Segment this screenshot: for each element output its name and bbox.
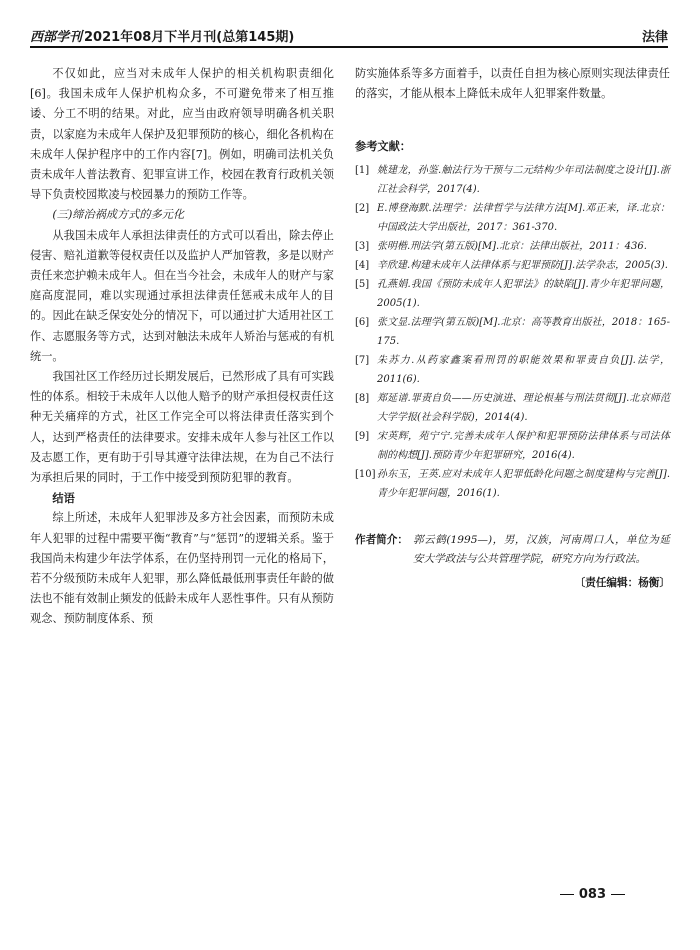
reference-number: [4] <box>355 259 370 271</box>
reference-text: 宋英辉，苑宁宁.完善未成年人保护和犯罪预防法律体系与司法体制的构想[J].预防青少年犯罪研究，2016(4). <box>377 430 670 461</box>
reference-text: 孙东玉，王英.应对未成年人犯罪低龄化问题之制度建构与完善[J].青少年犯罪问题，2016(1). <box>377 468 670 499</box>
reference-text: 朱苏力.从药家鑫案看刑罚的职能效果和罪责自负[J].法学，2011(6). <box>377 354 670 385</box>
reference-item <box>355 427 670 465</box>
running-header <box>30 26 668 48</box>
section-heading-conclusion: 结语 <box>52 491 75 506</box>
reference-number: [10] <box>355 468 376 480</box>
reference-text: 郑延谱.罪责自负——历史演进、理论根基与刑法贯彻[J].北京师范大学学报(社会科学版)，2014(4). <box>377 392 670 423</box>
author-bio-label: 作者简介： <box>355 533 408 546</box>
reference-number: [9] <box>355 430 370 442</box>
reference-list <box>355 161 670 503</box>
issue-info: 2021年08月下半月刊(总第145期) <box>84 30 295 45</box>
body-paragraph: 我国社区工作经历过长期发展后，已然形成了具有可实践性的体系。相较于未成年人以他人赔予的财产承担侵权责任这种无关痛痒的方式，社区工作完全可以将法律责任落实到个人，达到严格责任的法律要求。安排未成年人参与社区工作以及志愿工作，更有助于引导其遵守法律法规，在为自己不法行为承担后果的同时，于工作中接受到预防犯罪的教育。 <box>30 370 334 485</box>
section-name: 法律 <box>641 30 668 45</box>
reference-item <box>355 237 670 256</box>
right-column <box>355 64 670 593</box>
reference-item <box>355 275 670 313</box>
reference-number: [6] <box>355 316 370 328</box>
reference-item <box>355 389 670 427</box>
author-bio <box>355 531 670 569</box>
reference-item <box>355 256 670 275</box>
journal-name: 西部学刊 <box>30 30 83 45</box>
reference-text: 张文显.法理学(第五版)[M].北京：高等教育出版社，2018：165-175. <box>377 316 670 347</box>
reference-number: [8] <box>355 392 370 404</box>
reference-text: 张明楷.刑法学(第五版)[M].北京：法律出版社，2011：436. <box>377 240 647 252</box>
dash-decoration <box>560 894 574 895</box>
reference-number: [3] <box>355 240 370 252</box>
reference-number: [7] <box>355 354 370 366</box>
reference-item <box>355 465 670 503</box>
reference-text: 辛欣建.构建未成年人法律体系与犯罪预防[J].法学杂志，2005(3). <box>377 259 668 271</box>
body-paragraph: 综上所述，未成年人犯罪涉及多方社会因素，而预防未成年人犯罪的过程中需要平衡“教育”与“惩罚”的逻辑关系。鉴于我国尚未构建少年法学体系，在仍坚持刑罚一元化的格局下，若不分级预防未成年人犯罪，那么降低最低刑事责任年龄的做法也不能有效制止频发的低龄未成年人恶性事件。只有从预防观念、预防制度体系、预 <box>30 511 334 626</box>
reference-item <box>355 161 670 199</box>
reference-item <box>355 199 670 237</box>
author-bio-text: 郭云鹤(1995—)，男，汉族，河南周口人，单位为延安大学政法与公共管理学院，研究方向为行政法。 <box>413 533 670 565</box>
reference-item <box>355 313 670 351</box>
left-column <box>30 64 334 630</box>
body-paragraph: 不仅如此，应当对未成年人保护的相关机构职责细化[6]。我国未成年人保护机构众多，不可避免带来了相互推诿、分工不明的结果。对此，应当由政府领导明确各机关职责，以家庭为未成年人保护及犯罪预防的核心，细化各机构在未成年人保护程序中的工作内容[7]。例如，明确司法机关负责未成年人普法教育、犯罪宣讲工作，校园在教育行政机关领导下负责校园欺凌与校园暴力的预防工作等。 <box>30 67 334 202</box>
reference-number: [5] <box>355 278 370 290</box>
page-number: 083 <box>578 887 606 902</box>
subsection-heading: (三)缔治祸成方式的多元化 <box>52 208 185 222</box>
references-title: 参考文献： <box>355 139 411 154</box>
responsible-editor: 〔责任编辑：杨衡〕 <box>574 576 670 589</box>
dash-decoration <box>611 894 625 895</box>
body-paragraph-continued: 防实施体系等多方面着手，以责任自担为核心原则实现法律责任的落实，才能从根本上降低未成年人犯罪案件数量。 <box>355 67 670 101</box>
reference-text: 姚建龙，孙鉴.触法行为干预与二元结构少年司法制度之设计[J].浙江社会科学，2017(4). <box>377 164 670 195</box>
reference-number: [1] <box>355 164 370 176</box>
body-paragraph: 从我国未成年人承担法律责任的方式可以看出，除去停止侵害、赔礼道歉等侵权责任以及监护人严加管教，多是以财产责任来恋护赖未成年人。但在当今社会，未成年人的财产与家庭高度混同，难以实现通过承担法律责任惩戒未成年人的目的。因此在缺乏保安处分的情况下，可以通过扩大适用社区工作、志愿服务等方式，达到对触法未成年人矫治与惩戒的有机统一。 <box>30 228 334 363</box>
reference-number: [2] <box>355 202 370 214</box>
reference-text: 孔燕娟.我国《预防未成年人犯罪法》的缺陷[J].青少年犯罪问题，2005(1). <box>377 278 670 309</box>
reference-item <box>355 351 670 389</box>
reference-text: E.博登海默.法理学：法律哲学与法律方法[M].邓正来，译.北京：中国政法大学出版社，2017：361-370. <box>377 202 670 233</box>
page-number-footer <box>555 887 630 902</box>
